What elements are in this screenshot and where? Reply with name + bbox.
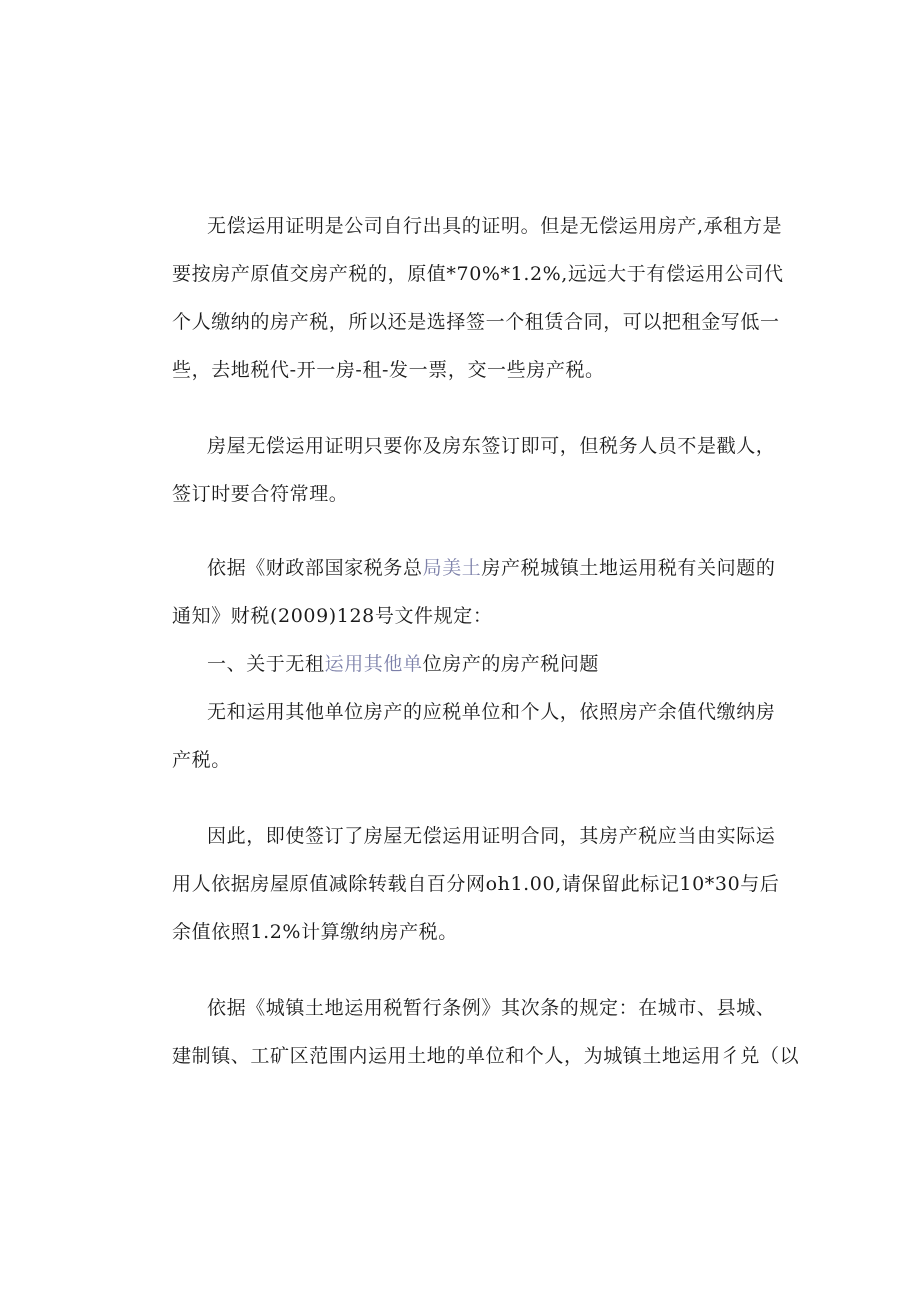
paragraph-5-line-1: 依据《城镇土地运用税暂行条例》其次条的规定：在城市、县城、 [207, 997, 776, 1019]
paragraph-3-line-1-part-c: 房产税城镇土地运用税有关问题的 [481, 557, 776, 579]
paragraph-5-line-2: 建制镇、工矿区范围内运用土地的单位和个人，为城镇土地运用彳兑（以 [172, 1045, 800, 1067]
section-heading-1-faint: 运用其他单 [324, 653, 423, 675]
paragraph-4-line-1: 因此，即使签订了房屋无偿运用证明合同，其房产税应当由实际运 [207, 825, 776, 847]
paragraph-4-line-3: 余值依照1.2%计算缴纳房产税。 [172, 921, 458, 943]
paragraph-2-line-2: 签订时要合符常理。 [172, 483, 349, 505]
section-heading-1-part-a: 一、关于无租 [207, 653, 325, 675]
paragraph-3-line-2: 通知》财税(2009)128号文件规定： [172, 605, 493, 627]
paragraph-1-line-4: 些，去地税代-开一房-租-发一票，交一些房产税。 [172, 359, 605, 381]
paragraph-2-line-1: 房屋无偿运用证明只要你及房东签订即可，但税务人员不是戳人， [207, 435, 776, 457]
paragraph-4-line-2: 用人依据房屋原值减除转载自百分网oh1.00,请保留此标记10*30与后 [172, 873, 780, 895]
paragraph-3-line-1-faint: 局美土 [422, 557, 482, 579]
paragraph-3-line-4: 无和运用其他单位房产的应税单位和个人，依照房产余值代缴纳房 [207, 701, 776, 723]
section-heading-1-part-c: 位房产的房产税问题 [422, 653, 600, 675]
paragraph-3-line-1 [207, 556, 775, 580]
paragraph-3-line-5: 产税。 [172, 749, 231, 771]
section-heading-1 [207, 652, 599, 676]
paragraph-3-line-1-part-a: 依据《财政部国家税务总 [207, 557, 423, 579]
paragraph-1-line-3: 个人缴纳的房产税，所以还是选择签一个租赁合同，可以把租金写低一 [172, 311, 780, 333]
paragraph-1-line-1: 无偿运用证明是公司自行出具的证明。但是无偿运用房产,承租方是 [207, 215, 783, 237]
paragraph-1-line-2: 要按房产原值交房产税的，原值*70%*1.2%,远远大于有偿运用公司代 [172, 263, 784, 285]
